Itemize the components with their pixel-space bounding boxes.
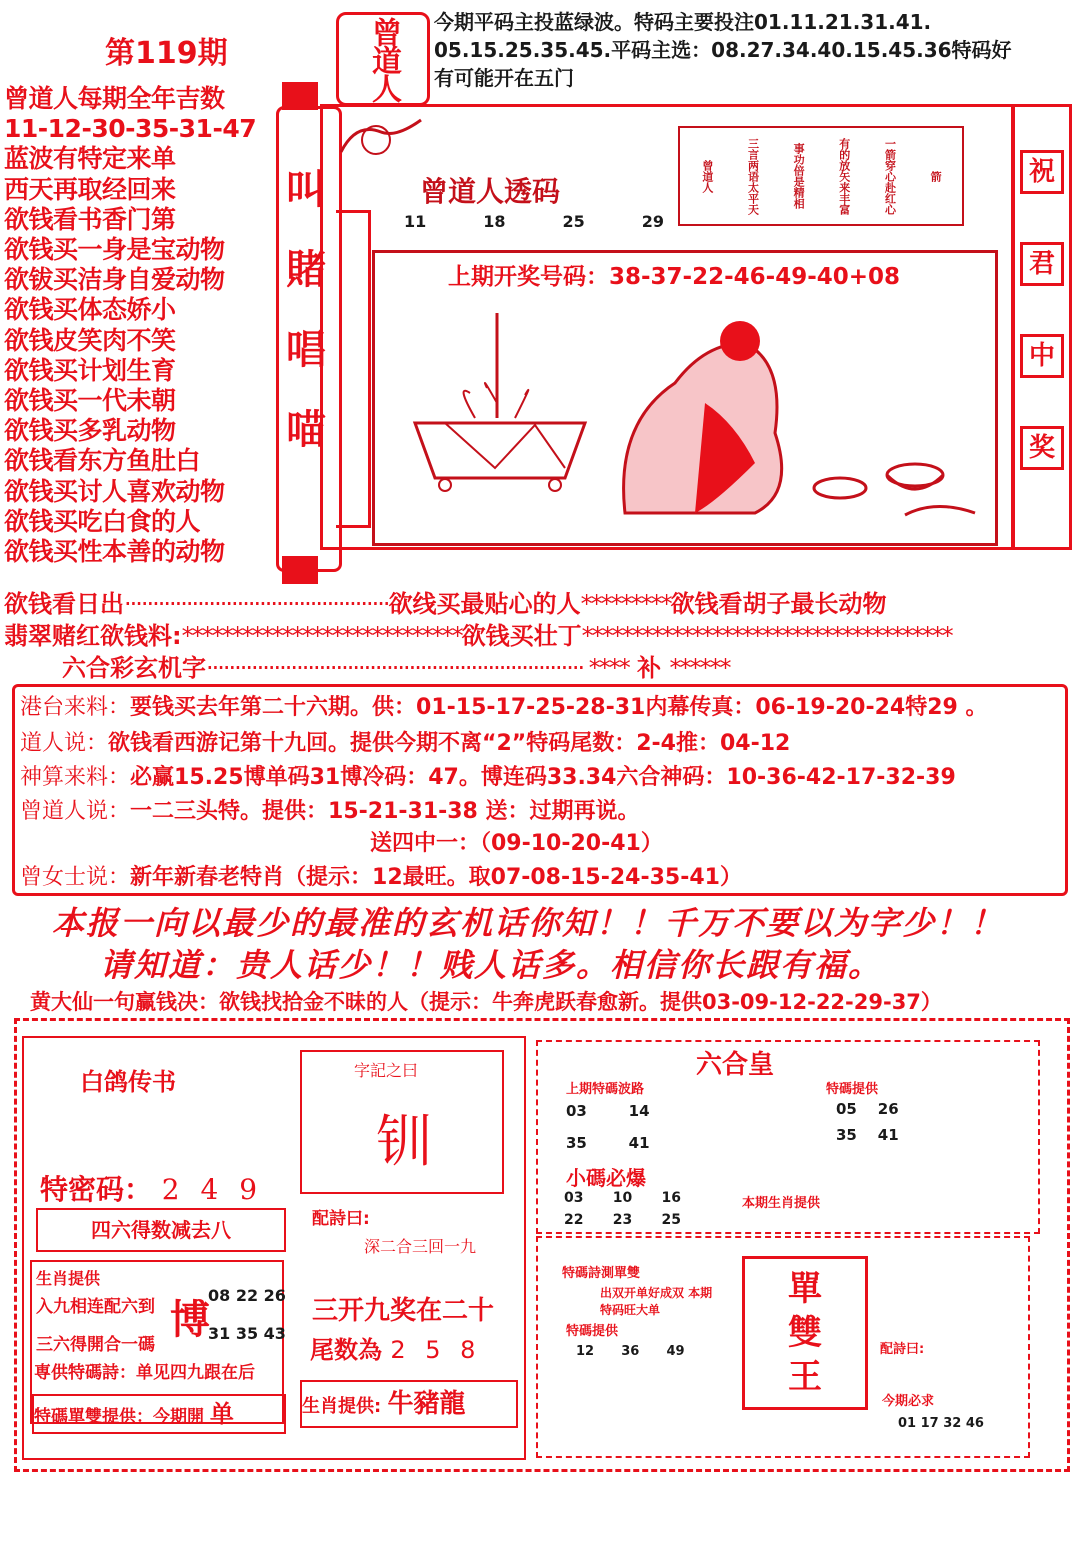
special-code-value: 2 4 9 — [161, 1173, 264, 1206]
left-line: 欲钱买讨人喜欢动物 — [4, 476, 225, 506]
poem-col: 箭 — [929, 170, 943, 182]
banner-chars — [1020, 150, 1060, 470]
poem-col: 曾道人 — [700, 159, 714, 193]
issue-number: 第119期 — [105, 36, 228, 71]
slogan-line-2: 请知道：贵人话少！！贱人话多。相信你长跟有福。 — [100, 946, 883, 984]
banner-char: 中 — [1020, 334, 1064, 378]
left-line: 欲钹买洁身自爱动物 — [4, 265, 225, 295]
danshuang-king — [742, 1256, 868, 1410]
parity-value: 今期開 — [153, 1407, 204, 1427]
poem-box — [678, 126, 964, 226]
left-line: 曾道人每期全年吉数 — [4, 84, 225, 113]
poem-col: 三言两语太平天 — [746, 137, 760, 215]
banner-char: 祝 — [1020, 150, 1064, 194]
parity-num: 49 — [666, 1344, 685, 1359]
info-line — [20, 794, 640, 825]
scroll-inner-frame — [336, 210, 371, 528]
picture-number: 29 — [641, 212, 664, 231]
info-label: 曾道人说： — [20, 799, 131, 824]
wave-num: 14 — [628, 1102, 650, 1120]
special-label: 特碼提供 — [826, 1082, 879, 1097]
left-line: 欲钱买体态娇小 — [4, 295, 176, 325]
small-num: 25 — [661, 1212, 681, 1228]
white-dove-title: 白鸽传书 — [80, 1067, 176, 1096]
hint-card: 四六得数减去八 — [36, 1208, 286, 1252]
left-line: 欲钱买性本善的动物 — [4, 537, 225, 567]
slogan-line-1: 本报一向以最少的最准的玄机话你知！！千万不要以为字少！！ — [52, 904, 1005, 942]
parity-card — [32, 1394, 286, 1434]
picture-numbers — [404, 212, 664, 231]
picture-number: 18 — [483, 212, 506, 231]
wave-label: 上期特碼波路 — [566, 1082, 645, 1097]
riddle-item: 欲线买最贴心的人 — [388, 590, 581, 618]
parity-poem: 出双开单好成双 本期特码旺大单 — [600, 1286, 713, 1317]
wave-nums — [566, 1102, 650, 1120]
liuhe-title: 六合皇 — [696, 1050, 775, 1080]
special-num: 35 — [836, 1126, 857, 1144]
riddle-row-3: 六合彩玄机字··································································· **** 补 ****** — [62, 654, 730, 682]
riddle-row-2: 翡翠赌红欲钱料:****************************欲钱买壮丁************************************* — [4, 622, 952, 650]
left-line: 欲钱看东方鱼肚白 — [4, 446, 201, 476]
parity-title: 特碼詩測單雙 — [562, 1266, 641, 1281]
shengxiao-provide-value: 牛豬龍 — [387, 1389, 466, 1419]
special-num: 05 — [836, 1100, 857, 1118]
info-line — [20, 760, 956, 791]
left-line: 欲钱看书香门第 — [4, 204, 176, 234]
special-code-label: 特密码： — [40, 1173, 153, 1206]
top-note-line: 有可能开在五门 — [434, 66, 574, 90]
riddle-item: 补 — [637, 654, 662, 682]
final-label: 今期必求 — [882, 1394, 935, 1409]
tail-number — [310, 1330, 481, 1365]
left-line: 欲钱买吃白食的人 — [4, 506, 201, 536]
shengxiao-provide-card — [300, 1380, 518, 1428]
info-line — [20, 726, 790, 757]
top-note-line: 今期平码主投蓝绿波。特码主要投注01.11.21.31.41. — [434, 10, 932, 34]
picture-title: 曾道人透码 — [420, 175, 561, 208]
small-nums — [564, 1212, 681, 1228]
info-value: 必赢15.25博单码31博冷码：47。博连码33.34六合神码：10-36-42-17-32-39 — [130, 765, 956, 790]
kai-jiu: 三开九奖在二十 — [312, 1296, 495, 1326]
dbl-char: 雙 — [788, 1313, 822, 1353]
left-line: 欲钱皮笑肉不笑 — [4, 325, 176, 355]
parity-nums — [576, 1344, 685, 1359]
scroll-char: 叫 — [286, 167, 326, 213]
scroll-text — [284, 150, 328, 470]
info-value: 新年新春老特肖（提示：12最旺。取07-08-15-24-35-41） — [130, 865, 742, 890]
tail-label: 尾数為 — [310, 1336, 382, 1364]
left-line: 欲钱买一身是宝动物 — [4, 235, 225, 265]
left-line: 欲钱买一代未朝 — [4, 386, 176, 416]
small-num: 10 — [612, 1190, 633, 1206]
banner-char: 奖 — [1020, 426, 1064, 470]
info-line — [20, 690, 988, 721]
special-num: 41 — [877, 1126, 899, 1144]
left-line: 蓝波有特定来单 — [4, 144, 176, 174]
info-label: 港台来料： — [20, 695, 131, 720]
picture-number: 11 — [404, 212, 427, 231]
shengxiao-label-right: 本期生肖提供 — [742, 1196, 821, 1211]
wave-num: 35 — [566, 1134, 587, 1152]
tail-value: 2 5 8 — [390, 1336, 482, 1364]
small-num: 22 — [564, 1212, 584, 1228]
final-nums: 01 17 32 46 — [898, 1416, 984, 1431]
riddle-item: 六合彩玄机字 — [62, 654, 206, 682]
small-num: 23 — [612, 1212, 633, 1228]
riddle-row-1: 欲钱看日出···············································欲线买最贴心的人*********欲钱看胡子最长动物 — [4, 590, 887, 618]
info-value: 要钱买去年第二十六期。供：01-15-17-25-28-31内幕传真：06-19-20-24特29 。 — [130, 695, 988, 720]
rhyme-label: 配詩曰: — [880, 1342, 925, 1357]
parity-provide: 特碼提供 — [566, 1324, 619, 1339]
special-nums — [836, 1100, 899, 1118]
wave-num: 41 — [628, 1134, 650, 1152]
last-draw-numbers: 上期开奖号码：38-37-22-46-49-40+08 — [448, 264, 901, 290]
special-code — [40, 1168, 263, 1208]
dbl-char: 單 — [788, 1269, 822, 1309]
special-poem: 専供特碼詩：单见四九跟在后 — [34, 1363, 255, 1383]
riddle-item: 欲钱买壮丁 — [461, 622, 582, 650]
poem-value: 深二合三回一九 — [364, 1237, 477, 1256]
info-label: 道人说： — [20, 731, 109, 756]
riddle-item: 欲钱看日出 — [4, 590, 124, 618]
line-a: 入九相连配六到 — [36, 1297, 155, 1317]
huang-daxian-line: 黄大仙一句赢钱决：欲钱找拾金不昧的人（提示：牛奔虎跃春愈新。提供03-09-12-22-29-37） — [30, 990, 942, 1014]
top-note — [434, 8, 1054, 92]
picture-number: 25 — [562, 212, 585, 231]
left-line: 西天再取经回来 — [4, 174, 176, 204]
illustration-scene — [372, 250, 998, 546]
top-note-line: 05.15.25.35.45.平码主选：08.27.34.40.15.45.36特码好 — [434, 38, 1012, 62]
big-char: 钏 — [376, 1110, 432, 1175]
special-num: 26 — [877, 1100, 899, 1118]
shengxiao-provide-label: 生肖提供: — [302, 1396, 382, 1417]
small-nums — [564, 1190, 681, 1206]
line-b: 三六得開合一碼 — [36, 1335, 155, 1355]
scroll-char: 唱 — [286, 327, 326, 373]
poem-col: 一箭穿心赴红心 — [883, 137, 897, 215]
small-label: 小碼必爆 — [566, 1166, 646, 1190]
char-title: 字記之曰 — [354, 1061, 419, 1080]
info-value: 送四中一：（09-10-20-41） — [370, 831, 663, 856]
seal-logo: 曾道人 — [336, 12, 430, 106]
left-line: 11-12-30-35-31-47 — [4, 114, 257, 144]
banner-char: 君 — [1020, 242, 1064, 286]
parity-result: 单 — [209, 1400, 234, 1428]
info-line — [370, 826, 663, 857]
wave-num: 03 — [566, 1102, 587, 1120]
small-num: 03 — [564, 1190, 584, 1206]
wave-nums — [566, 1134, 650, 1152]
left-line: 欲钱买多乳动物 — [4, 416, 176, 446]
left-line: 欲钱买计划生育 — [4, 355, 176, 385]
poem-col: 有的放矢来丰富 — [837, 137, 851, 215]
parity-num: 12 — [576, 1344, 595, 1359]
info-line — [20, 860, 742, 891]
poem-label: 配詩曰: — [312, 1209, 370, 1229]
info-value: 欲钱看西游记第十九回。提供今期不离“2”特码尾数：2-4推：04-12 — [108, 731, 791, 756]
info-label: 曾女士说： — [20, 865, 131, 890]
scroll-char: 喵 — [286, 407, 326, 453]
riddle-item: 翡翠赌红欲钱料: — [4, 622, 182, 650]
left-riddle-column — [4, 84, 284, 567]
info-label: 神算来料： — [20, 765, 131, 790]
scroll-char: 賭 — [286, 247, 326, 293]
parity-num: 36 — [621, 1344, 640, 1359]
small-num: 16 — [661, 1190, 681, 1206]
parity-label: 特碼單雙提供： — [34, 1407, 153, 1427]
riddle-item: 欲钱看胡子最长动物 — [670, 590, 887, 618]
nums-row-1: 08 22 26 — [208, 1286, 286, 1305]
dragon-icon — [336, 112, 426, 172]
dbl-char: 王 — [788, 1357, 822, 1397]
info-value: 一二三头特。提供：15-21-31-38 送：过期再说。 — [130, 799, 640, 824]
nums-row-2: 31 35 43 — [208, 1324, 286, 1343]
shengxiao-label: 生肖提供 — [36, 1269, 101, 1288]
poem-col: 事功倍是精相 — [792, 143, 806, 209]
bo-char: 博 — [170, 1297, 210, 1343]
special-nums — [836, 1126, 899, 1144]
